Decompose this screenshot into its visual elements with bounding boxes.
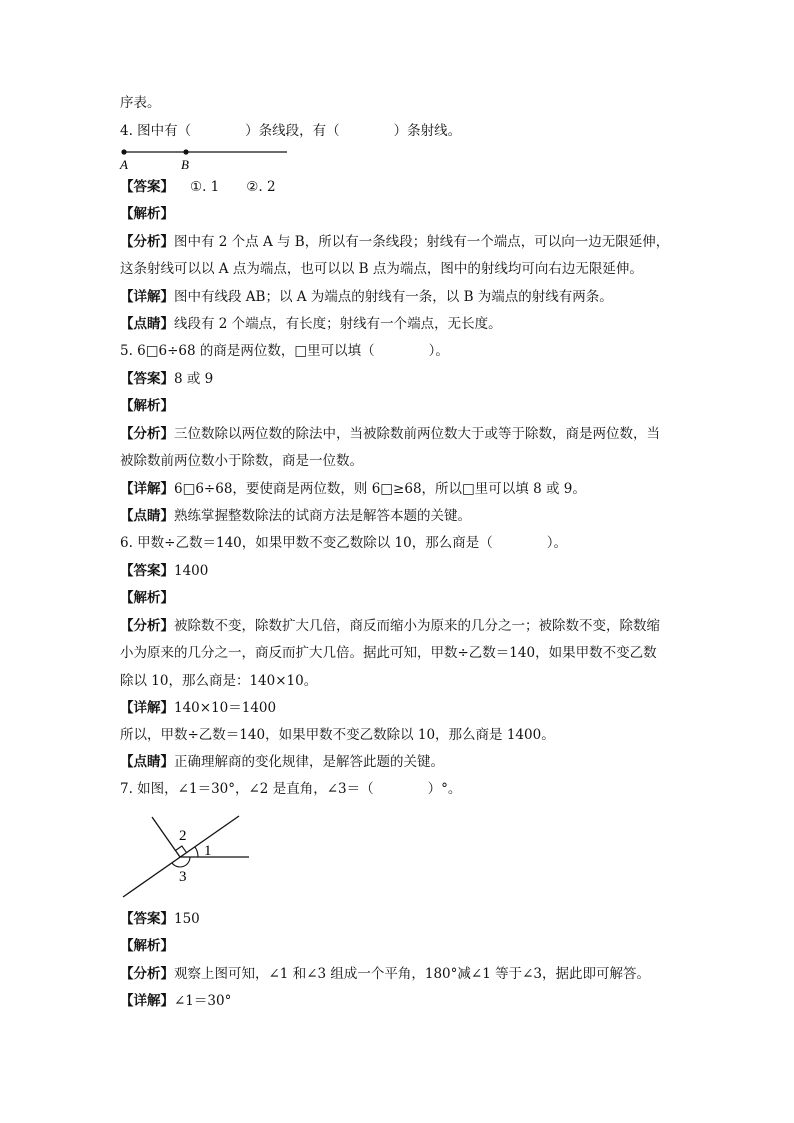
label-1: 1 <box>204 843 212 859</box>
intro-line: 序表。 <box>120 95 161 111</box>
q5-jiexi: 【解析】 <box>120 398 174 414</box>
dianjing-tag: 【点睛】 <box>120 508 174 524</box>
xiangjie-text: 140×10＝1400 <box>174 700 277 716</box>
q4-fenxi-2: 这条射线可以以 A 点为端点，也可以以 B 点为端点，图中的射线均可向右边无限延伸。 <box>120 261 643 277</box>
fenxi-tag: 【分析】 <box>120 426 174 442</box>
q4-fenxi-1 <box>120 233 669 251</box>
point-b <box>183 149 188 154</box>
q6-xiangjie <box>120 699 276 717</box>
q4-jiexi: 【解析】 <box>120 206 174 222</box>
q6-fenxi-3: 除以 10，那么商是：140×10。 <box>120 673 318 689</box>
q4-answer <box>120 178 276 196</box>
answer-tag: 【答案】 <box>120 563 174 579</box>
label-b: B <box>181 157 189 172</box>
q5-fenxi-1 <box>120 425 660 443</box>
xiangjie-tag: 【详解】 <box>120 993 174 1009</box>
answer-tag: 【答案】 <box>120 371 174 387</box>
q4-question: 4. 图中有（ ）条线段，有（ ）条射线。 <box>120 123 462 139</box>
xiangjie-text: 图中有线段 AB；以 A 为端点的射线有一条，以 B 为端点的射线有两条。 <box>174 289 613 305</box>
label-a: A <box>120 157 128 172</box>
q7-answer <box>120 910 200 928</box>
q4-xiangjie <box>120 288 613 306</box>
right-angle-mark <box>175 846 186 853</box>
dianjing-text: 正确理解商的变化规律，是解答此题的关键。 <box>174 754 444 770</box>
answer-tag: 【答案】 <box>120 179 174 195</box>
perpendicular-ray <box>152 817 180 857</box>
fenxi-text: 图中有 2 个点 A 与 B，所以有一条线段；射线有一个端点，可以向一边无限延伸， <box>174 234 670 250</box>
q6-fenxi-1 <box>120 617 660 635</box>
q5-answer <box>120 370 213 388</box>
angle-1-arc <box>195 847 198 857</box>
q7-xiangjie <box>120 992 231 1010</box>
fenxi-text: 三位数除以两位数的除法中，当被除数前两位数大于或等于除数，商是两位数，当 <box>174 426 660 442</box>
answer-tag: 【答案】 <box>120 911 174 927</box>
q5-fenxi-2: 被除数前两位数小于除数，商是一位数。 <box>120 453 363 469</box>
dianjing-text: 熟练掌握整数除法的试商方法是解答本题的关键。 <box>174 508 471 524</box>
fenxi-tag: 【分析】 <box>120 618 174 634</box>
q5-dianjing <box>120 507 471 525</box>
angle-3-arc <box>172 857 190 867</box>
q6-answer <box>120 562 208 580</box>
answer-text: 150 <box>174 911 200 927</box>
q5-xiangjie <box>120 480 586 498</box>
q6-dianjing <box>120 753 444 771</box>
q6-fenxi-2: 小为原来的几分之一，商反而扩大几倍。据此可知，甲数÷乙数＝140，如果甲数不变乙数 <box>120 645 657 661</box>
xiangjie-tag: 【详解】 <box>120 481 174 497</box>
xiangjie-tag: 【详解】 <box>120 700 174 716</box>
q6-jiexi: 【解析】 <box>120 590 174 606</box>
q4-dianjing <box>120 315 502 333</box>
q7-question: 7. 如图，∠1＝30°，∠2 是直角，∠3＝（ ）°。 <box>120 781 462 797</box>
fenxi-tag: 【分析】 <box>120 234 174 250</box>
dianjing-tag: 【点睛】 <box>120 316 174 332</box>
fenxi-text: 观察上图可知，∠1 和∠3 组成一个平角，180°减∠1 等于∠3，据此即可解答。 <box>174 966 650 982</box>
label-3: 3 <box>179 869 187 885</box>
dianjing-tag: 【点睛】 <box>120 754 174 770</box>
q6-xiangjie-2: 所以，甲数÷乙数＝140，如果甲数不变乙数除以 10，那么商是 1400。 <box>120 727 555 743</box>
answer-text: 8 或 9 <box>174 371 214 387</box>
q5-question: 5. 6□6÷68 的商是两位数，□里可以填（ ）。 <box>120 343 449 359</box>
q6-question: 6. 甲数÷乙数＝140，如果甲数不变乙数除以 10，那么商是（ ）。 <box>120 535 567 551</box>
xiangjie-text: 6□6÷68，要使商是两位数，则 6□≥68，所以□里可以填 8 或 9。 <box>174 481 586 497</box>
q4-figure <box>115 142 295 174</box>
xiangjie-tag: 【详解】 <box>120 289 174 305</box>
q7-angle-figure <box>115 808 255 903</box>
fenxi-tag: 【分析】 <box>120 966 174 982</box>
fenxi-text: 被除数不变，除数扩大几倍，商反而缩小为原来的几分之一；被除数不变，除数缩 <box>174 618 660 634</box>
answer-text: ①. 1 ②. 2 <box>190 179 276 195</box>
answer-text: 1400 <box>174 563 209 579</box>
q7-fenxi <box>120 965 650 983</box>
dianjing-text: 线段有 2 个端点，有长度；射线有一个端点，无长度。 <box>174 316 502 332</box>
label-2: 2 <box>179 828 187 844</box>
point-a <box>121 149 126 154</box>
q7-jiexi: 【解析】 <box>120 938 174 954</box>
xiangjie-text: ∠1＝30° <box>174 993 232 1009</box>
